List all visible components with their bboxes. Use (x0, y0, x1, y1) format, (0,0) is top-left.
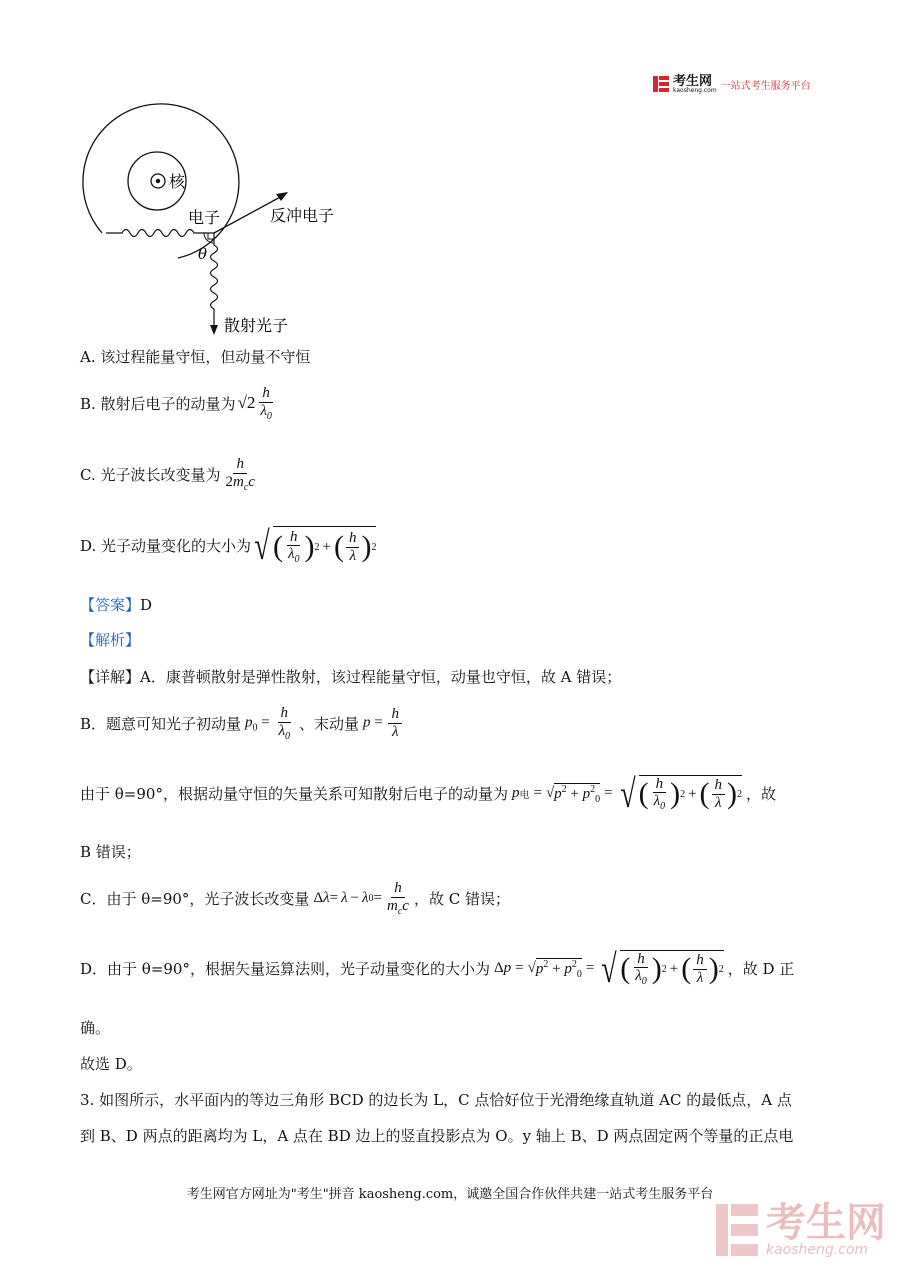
watermark-domain: kaosheng.com (766, 1242, 869, 1258)
question3-line1: 3. 如图所示，水平面内的等边三角形 BCD 的边长为 L，C 点恰好位于光滑绝缘直轨道 AC 的最低点，A 点 (80, 1091, 792, 1109)
option-b-formula: √2 $\frac{h}{\lambda_0}$ (237, 385, 272, 422)
outer-orbit (83, 104, 239, 258)
scattered-photon-label: 散射光子 (224, 316, 289, 335)
watermark (714, 1200, 886, 1260)
theta-label: θ (198, 245, 208, 263)
option-b-text: B. 散射后电子的动量为 (80, 394, 236, 413)
explanation-b-3: B 错误； (80, 843, 141, 861)
option-c-text: C. 光子波长改变量为 (80, 465, 221, 484)
explanation-b-1: B．题意可知光子初动量 $p_0$ = $\frac{h}{\lambda_0}$ 、末动量 p = $\frac{h}{\lambda}$ (80, 705, 404, 742)
explanation-d-2: 确。 (80, 1019, 111, 1037)
option-d-formula: √ ( $\frac{h}{\lambda_0}$ ) 2 + ( $\frac{h}{\lambda}$ ) 2 (254, 523, 377, 568)
compton-figure (70, 95, 370, 345)
explanation-b-2: 由于 θ=90°，根据动量守恒的矢量关系可知散射后电子的动量为 p 电 = √ $p^2 + p^2_0$ = √ ( $\frac{h}{\lambda_0}$ ) 2 + ( $\frac{h}{\lambda}$ ) 2 ，故 (80, 771, 777, 816)
conclusion: 故选 D。 (80, 1055, 142, 1073)
scattered-photon (211, 233, 218, 327)
answer-line (80, 594, 152, 615)
option-b (80, 385, 277, 422)
answer-label: 【答案】 (80, 596, 141, 614)
electron-label: 电子 (188, 208, 221, 227)
header-logo (652, 72, 811, 96)
recoil-electron-label: 反冲电子 (270, 206, 335, 225)
option-d (80, 522, 376, 569)
question3-line2: 到 B、D 两点的距离均为 L，A 点在 BD 边上的竖直投影点为 O。y 轴上 B、D 两点固定两个等量的正点电 (80, 1127, 794, 1145)
footer-text: 考生网官方网址为"考生"拼音 kaosheng.com，诚邀全国合作伙伴共建一站式考生服务平台 (186, 1187, 714, 1202)
incident-photon (106, 230, 214, 237)
brand-name: 考生网 (673, 73, 713, 89)
explanation-a: 【详解】A．康普顿散射是弹性散射，该过程能量守恒，动量也守恒，故 A 错误； (80, 668, 622, 686)
brand-logo-icon (652, 74, 670, 94)
option-a: A. 该过程能量守恒，但动量不守恒 (80, 348, 311, 366)
brand-slogan: 一站式考生服务平台 (720, 80, 811, 92)
option-c (80, 456, 260, 493)
answer-value: D (140, 596, 153, 614)
option-c-formula: $\frac{h}{2m_cc}$ (225, 456, 255, 493)
explanation-d-1: D．由于 θ=90°，根据矢量运算法则，光子动量变化的大小为 Δ p = √ $p^2 + p^2_0$ = √ ( $\frac{h}{\lambda_0}$ ) 2 + ( $\frac{h}{\lambda}$ ) 2 ，故 D 正 (80, 946, 795, 991)
analysis-label: 【解析】 (80, 631, 141, 649)
watermark-logo-icon (714, 1200, 760, 1260)
option-d-text: D. 光子动量变化的大小为 (80, 537, 252, 555)
explanation-c: C．由于 θ=90°，光子波长改变量 Δ λ = λ − λ 0 = $\frac{h}{m_cc}$ ，故 C 错误； (80, 880, 510, 917)
nucleus-label: 核 (169, 172, 186, 191)
brand-domain: kaosheng.com (673, 86, 717, 94)
watermark-brand: 考生网 (766, 1200, 886, 1246)
